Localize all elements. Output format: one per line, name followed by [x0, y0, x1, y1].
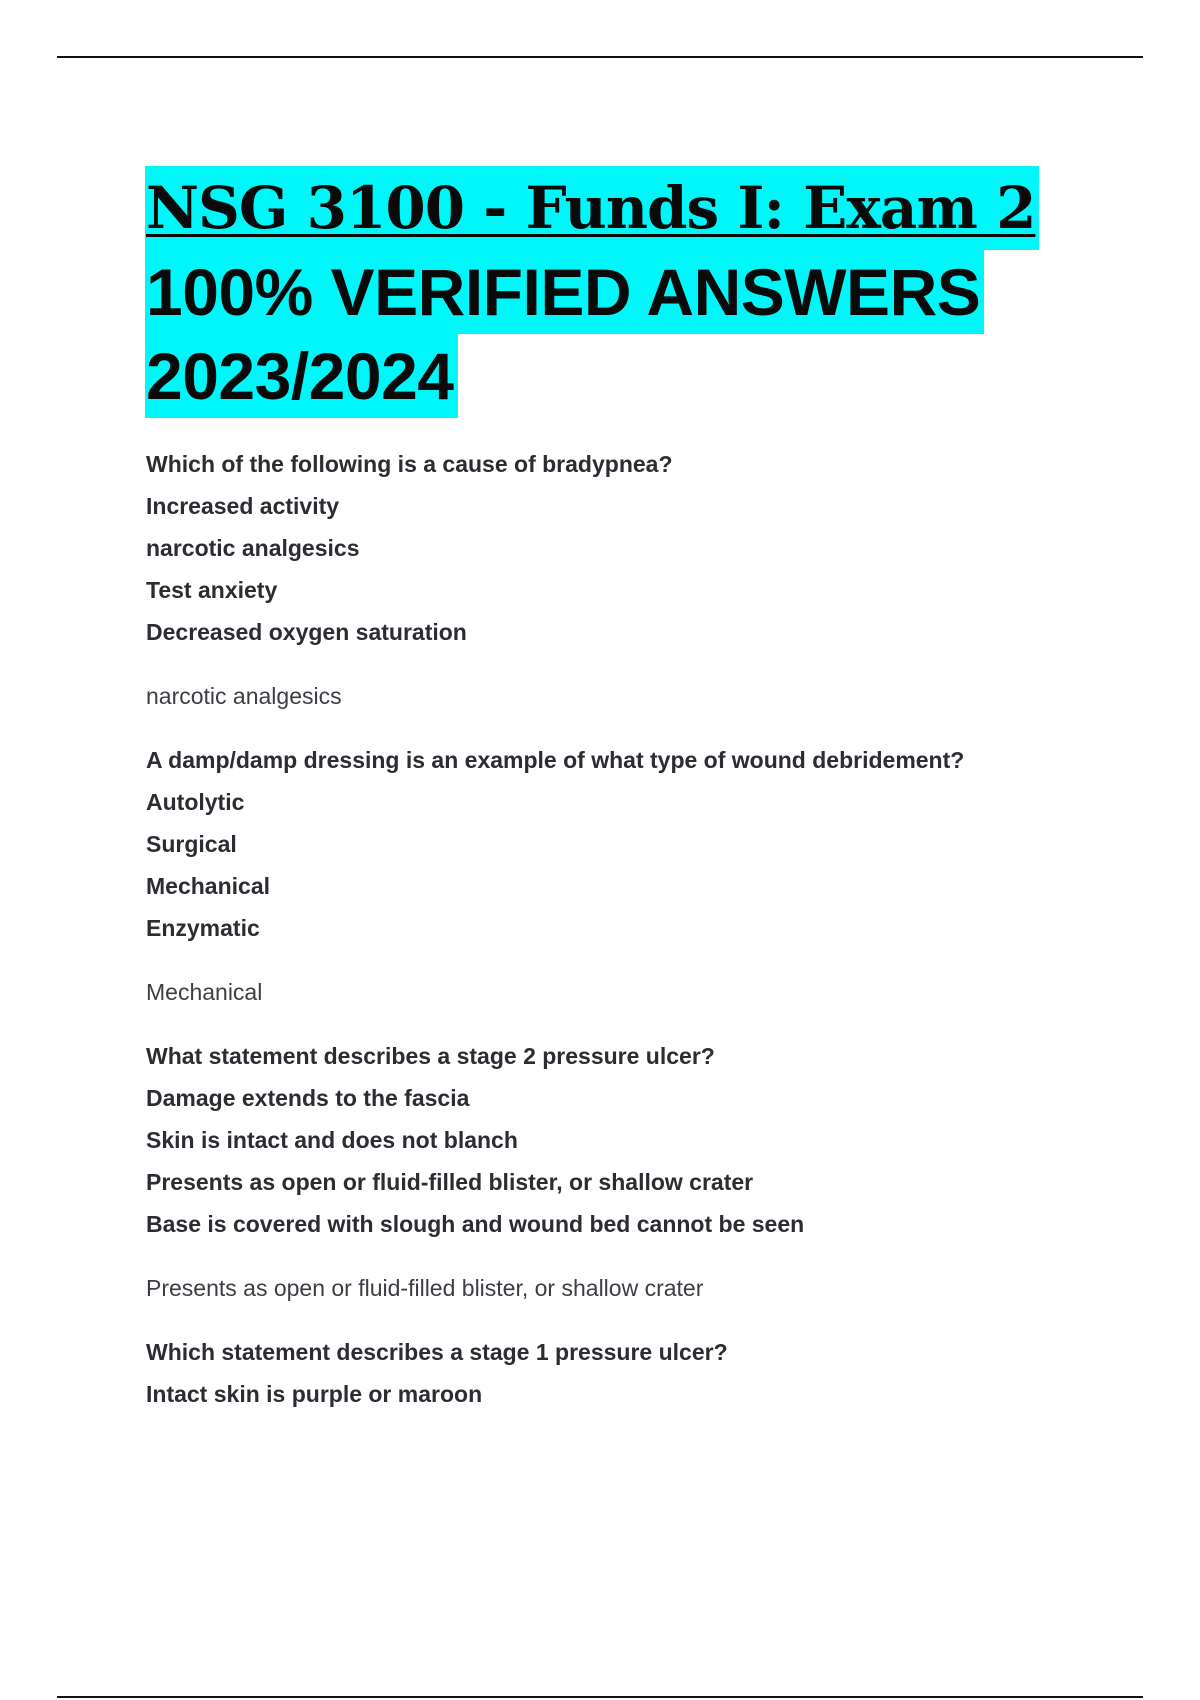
document-title [145, 166, 1145, 418]
question-text: Which statement describes a stage 1 pressure ulcer? [146, 1339, 728, 1365]
option-item: Mechanical [146, 873, 270, 899]
option-item: Base is covered with slough and wound bed cannot be seen [146, 1211, 805, 1237]
title-line-3 [145, 334, 1145, 418]
header-rule [57, 56, 1143, 58]
title-line-2 [145, 250, 1145, 334]
title-line-1 [145, 166, 1145, 250]
question-list [146, 443, 1146, 1437]
question-block-3 [146, 1035, 1146, 1309]
answer-text: narcotic analgesics [146, 683, 342, 709]
option-item: Presents as open or fluid-filled blister, or shallow crater [146, 1169, 754, 1195]
option-item: Test anxiety [146, 577, 278, 603]
option-item: Decreased oxygen saturation [146, 619, 467, 645]
question-text: A damp/damp dressing is an example of what type of wound debridement? [146, 747, 965, 773]
title-year: 2023/2024 [145, 334, 458, 418]
option-item: Increased activity [146, 493, 340, 519]
option-item: narcotic analgesics [146, 535, 360, 561]
question-block-1 [146, 443, 1146, 717]
option-item: Damage extends to the fascia [146, 1085, 470, 1111]
question-text: What statement describes a stage 2 pressure ulcer? [146, 1043, 715, 1069]
title-verified: 100% VERIFIED ANSWERS [145, 250, 984, 334]
option-item: Autolytic [146, 789, 245, 815]
footer-rule [57, 1696, 1143, 1698]
option-item: Skin is intact and does not blanch [146, 1127, 518, 1153]
question-text: Which of the following is a cause of bradypnea? [146, 451, 673, 477]
answer-text: Mechanical [146, 979, 263, 1005]
option-item: Surgical [146, 831, 237, 857]
question-block-4 [146, 1331, 1146, 1415]
answer-text: Presents as open or fluid-filled blister, or shallow crater [146, 1275, 704, 1301]
title-course: NSG 3100 - Funds I: Exam 2 [145, 166, 1039, 250]
option-item: Enzymatic [146, 915, 260, 941]
option-item: Intact skin is purple or maroon [146, 1381, 483, 1407]
question-block-2 [146, 739, 1146, 1013]
